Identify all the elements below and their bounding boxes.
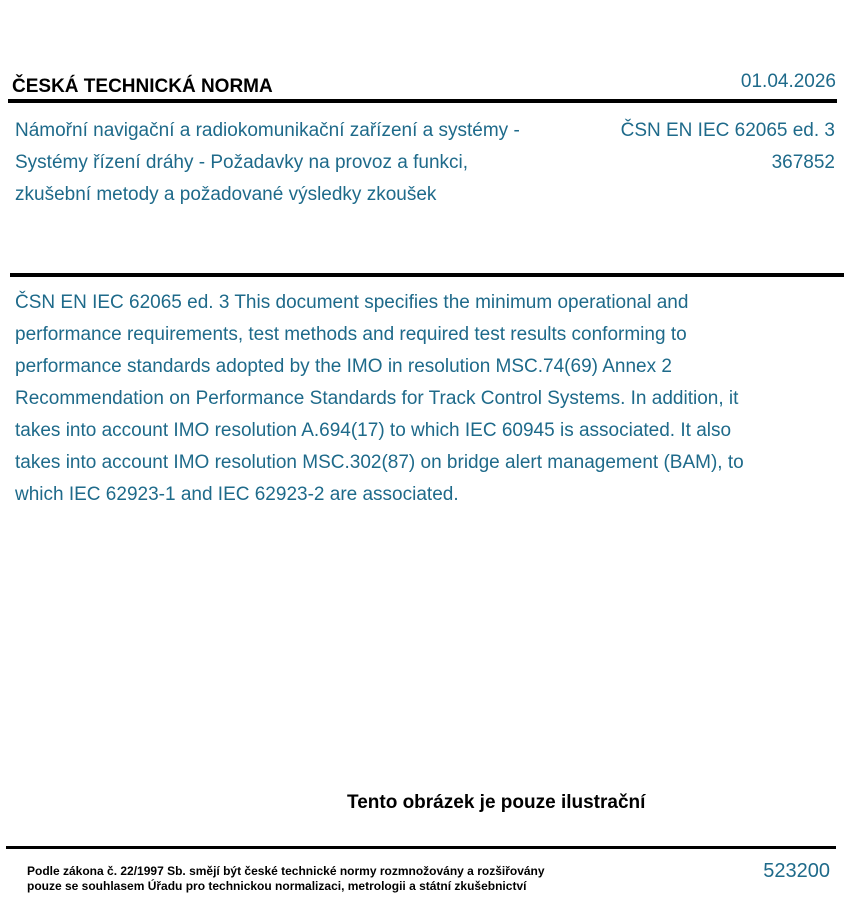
document-type-title: ČESKÁ TECHNICKÁ NORMA [12,76,273,97]
abstract-text: ČSN EN IEC 62065 ed. 3 This document specifies the minimum operational and performance requirements, test methods and required test results conforming to performance standards adopted by the IMO in resolution MSC.74(69) Annex 2 Recommendation on Performance Standards for Track Control Systems. In addition, it takes into account IMO resolution A.694(17) to which IEC 60945 is associated. It also takes into account IMO resolution MSC.302(87) on bridge alert management (BAM), to which IEC 62923-1 and IEC 62923-2 are associated. [15,292,744,505]
standard-title: Námořní navigační a radiokomunikační zařízení a systémy - Systémy řízení dráhy - Požadavky na provoz a funkci, zkušební metody a požadované výsledky zkoušek [15,120,520,205]
header-divider [8,99,837,103]
publication-date: 01.04.2026 [740,71,836,92]
illustration-disclaimer: Tento obrázek je pouze ilustrační [347,792,646,813]
catalog-number: 523200 [763,860,830,882]
legal-notice-line-2: pouze se souhlasem Úřadu pro technickou normalizaci, metrologii a státní zkušebnictví [27,879,527,893]
standard-meta [621,115,835,179]
section-divider [10,273,844,277]
standard-class-number: 367852 [771,152,835,173]
legal-notice [27,864,545,894]
standard-designation: ČSN EN IEC 62065 ed. 3 [620,120,835,141]
legal-notice-line-1: Podle zákona č. 22/1997 Sb. smějí být české technické normy rozmnožovány a rozšiřovány [27,864,545,878]
footer-divider [6,846,836,849]
